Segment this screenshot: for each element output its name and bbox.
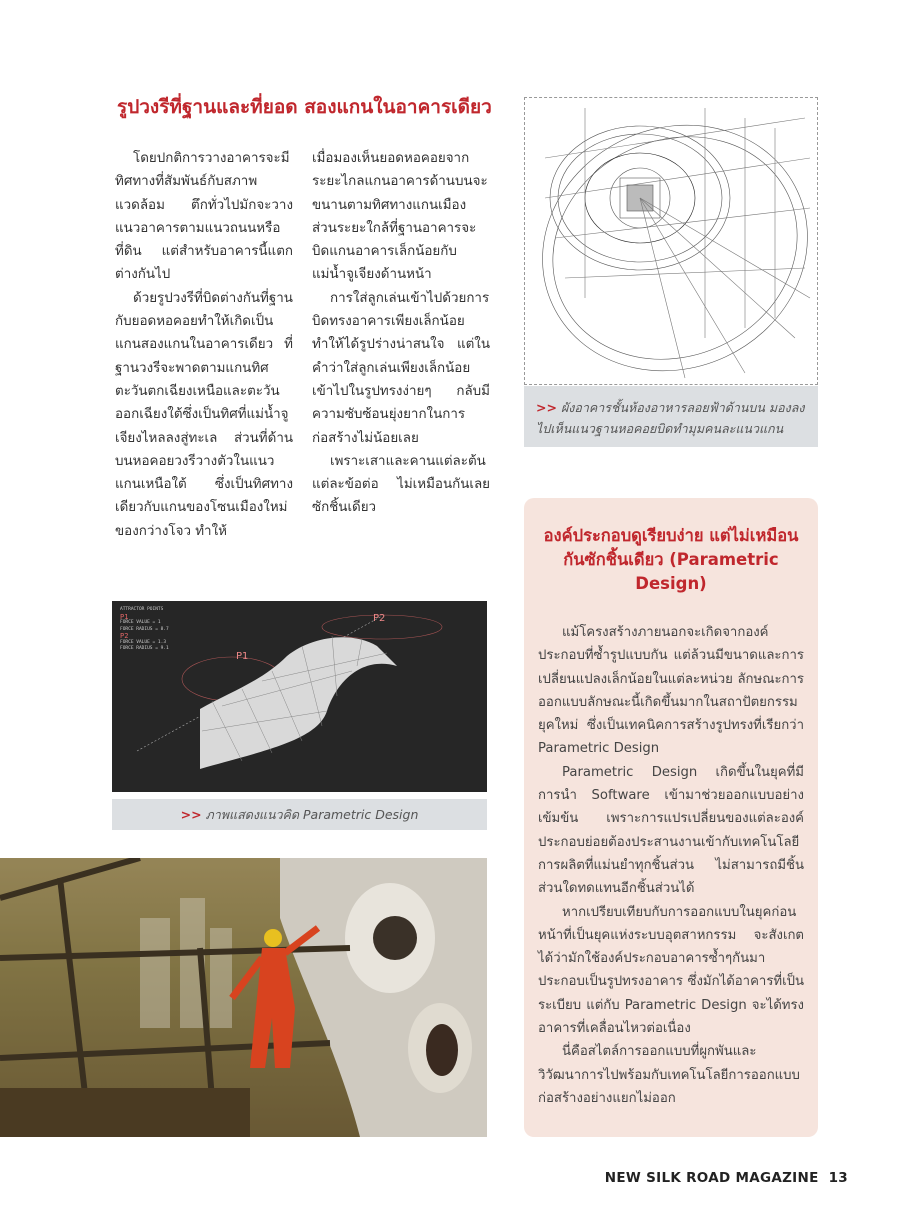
paragraph: หากเปรียบเทียบกับการออกแบบในยุคก่อนหน้าที่เป็นยุคแห่งระบบอุตสาหกรรม จะสังเกตได้ว่ามักใช้องค์ประกอบอาคารซ้ำๆกันมาประกอบเป็นรูปทรงอาคาร ซึ่งมักได้อาคารที่เป็นระเบียบ แต่กับ Parametric Design จะได้ทรงอาคารที่เคลื่อนไหวต่อเนื่อง [538, 904, 804, 1037]
floor-plan-drawing [524, 97, 818, 385]
label-p1: P1 [236, 651, 249, 662]
legend-p1-value: FORCE VALUE = 1 [120, 620, 161, 625]
legend-p2-value: FORCE VALUE = 1.3 [120, 639, 167, 645]
caption-arrow: >> [180, 807, 202, 822]
legend-p2: P2 [120, 632, 129, 640]
paragraph: นี่คือสไตล์การออกแบบที่ผูกพันและวิวัฒนาการไปพร้อมกับเทคโนโลยีการออกแบบก่อสร้างอย่างแยกไม่ออก [538, 1044, 800, 1106]
paragraph: แม้โครงสร้างภายนอกจะเกิดจากองค์ประกอบที่ซ้ำรูปแบบกัน แต่ล้วนมีขนาดและการเปลี่ยนแปลงเล็กน้อยในแต่ละหน่วย ลักษณะการออกแบบลักษณะนี้เกิดขึ้นมากในสถาปัตยกรรมยุคใหม่ ซึ่งเป็นเทคนิคการสร้างรูปทรงที่เรียกว่า Parametric Design [538, 625, 804, 757]
parametric-design-image [112, 601, 487, 792]
legend-p1: P1 [120, 612, 129, 621]
parametric-caption [112, 799, 487, 830]
article-column-1 [115, 147, 293, 543]
page-footer [605, 1170, 848, 1186]
legend-heading: ATTRACTOR POINTS [120, 607, 164, 612]
paragraph: การใส่ลูกเล่นเข้าไปด้วยการบิดทรงอาคารเพียงเล็กน้อยทำให้ได้รูปร่างน่าสนใจ แต่ในคำว่าใส่ลูกเล่นเพียงเล็กน้อยเข้าไปในรูปทรงง่ายๆ กลับมีความซับซ้อนยุ่งยากในการก่อสร้างไม่น้อยเลย [312, 290, 490, 446]
paragraph: เพราะเสาและคานแต่ละต้นแต่ละข้อต่อ ไม่เหมือนกันเลยซักชิ้นเดียว [312, 453, 490, 516]
sidebar-box [524, 498, 818, 1137]
section-title: รูปวงรีที่ฐานและที่ยอด สองแกนในอาคารเดียว [117, 96, 492, 118]
caption-text: ภาพแสดงแนวคิด Parametric Design [205, 807, 419, 822]
article-column-2 [312, 147, 490, 520]
floor-plan-caption [524, 386, 818, 447]
paragraph: เมื่อมองเห็นยอดหอคอยจากระยะไกลแกนอาคารด้านบนจะขนานตามทิศทางแกนเมือง ส่วนระยะใกล้ที่ฐานอาคารจะบิดแกนอาคารเล็กน้อยกับแม่น้ำจูเจียงด้านหน้า [312, 151, 488, 283]
magazine-name: NEW SILK ROAD MAGAZINE [604, 1170, 819, 1186]
label-p2: P2 [373, 613, 386, 624]
construction-worker-photo [0, 858, 487, 1137]
legend-p2-radius: FORCE RADIUS = 9.1 [120, 646, 169, 651]
paragraph: Parametric Design เกิดขึ้นในยุคที่มีการนำ Software เข้ามาช่วยออกแบบอย่างเข้มข้น เพราะการแปรเปลี่ยนของแต่ละองค์ประกอบย่อยต้องประสานงานเข้ากับเทคโนโลยีการผลิตที่แม่นยำทุกชิ้นส่วน ไม่สามารถมีชิ้นส่วนใดทดแทนอีกชิ้นส่วนได้ [538, 764, 804, 897]
paragraph: โดยปกติการวางอาคารจะมีทิศทางที่สัมพันธ์กับสภาพแวดล้อม ตึกทั่วไปมักจะวางแนวอาคารตามแนวถนนหรือที่ดิน แต่สำหรับอาคารนี้แตกต่างกันไป [115, 151, 293, 283]
caption-text: ผังอาคารชั้นห้องอาหารลอยฟ้าด้านบน มองลงไปเห็นแนวฐานหอคอยบิดทำมุมคนละแนวแกน [536, 400, 805, 436]
paragraph: ด้วยรูปวงรีที่บิดต่างกันที่ฐานกับยอดหอคอยทำให้เกิดเป็นแกนสองแกนในอาคารเดียว ที่ฐานวงรีจะพาดตามแกนทิศตะวันตกเฉียงเหนือและตะวันออกเฉียงใต้ซึ่งเป็นทิศที่แม่น้ำจูเจียงไหลลงสู่ทะเล ส่วนที่ด้านบนหอคอยวงรีวางตัวในแนวแกนเหนือใต้ ซึ่งเป็นทิศทางเดียวกับแกนของโซนเมืองใหม่ของกว่างโจว ทำให้ [115, 290, 293, 539]
caption-arrow: >> [536, 400, 557, 415]
sidebar-title: องค์ประกอบดูเรียบง่าย แต่ไม่เหมือนกันซักชิ้นเดียว (Parametric Design) [543, 526, 799, 593]
legend-p1-radius: FORCE RADIUS = 8.7 [120, 626, 169, 632]
page-number: 13 [828, 1170, 848, 1186]
